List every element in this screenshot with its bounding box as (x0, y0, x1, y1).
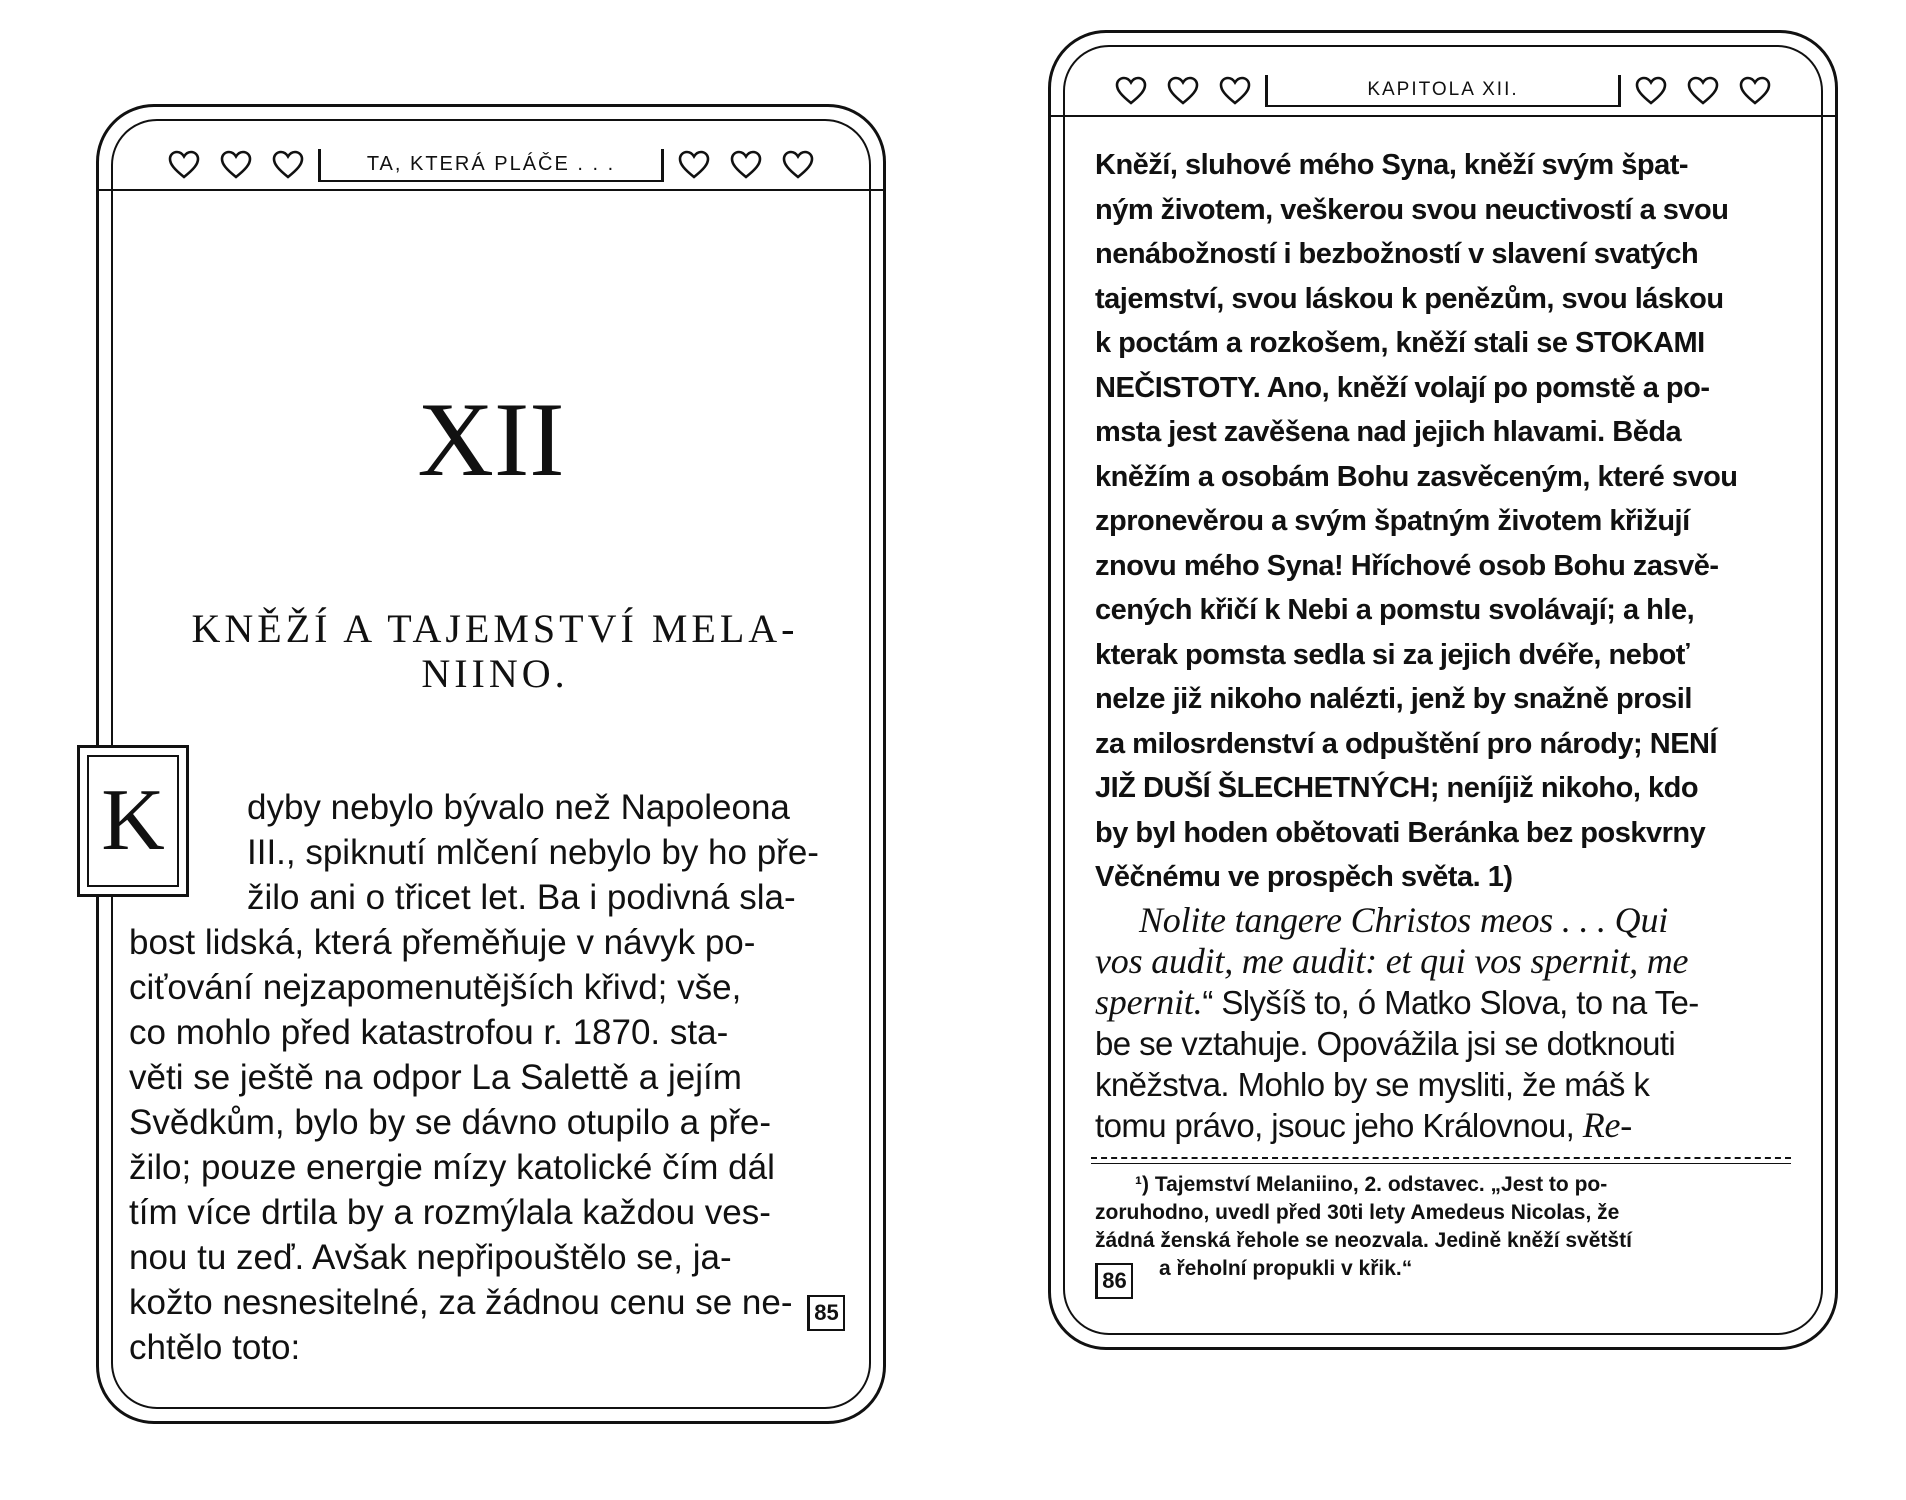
text-line: ciťování nejzapomenutějších křivd; vše, (129, 968, 742, 1007)
heart-icon (1635, 76, 1667, 106)
text-line: k poctám a rozkošem, kněží stali se STOKAMI (1095, 327, 1705, 359)
text-line: co mohlo před katastrofou r. 1870. sta- (129, 1013, 729, 1052)
footnote-rule-2 (1091, 1163, 1791, 1164)
page-left (96, 104, 886, 1424)
text-line (1095, 1105, 1795, 1146)
chapter-title (143, 607, 847, 697)
footnote-marker: 1) (1487, 861, 1513, 893)
heart-icon (1167, 76, 1199, 106)
text-line-content: Věčnému ve prospěch světa. (1095, 861, 1481, 893)
running-header-right (1051, 61, 1835, 121)
text-line: nelze již nikoho nalézti, jenž by snažně prosil (1095, 683, 1692, 715)
text-line: žilo ani o třicet let. Ba i podivná sla- (247, 878, 796, 917)
footnote-line: a řeholní propukli v křik.“ (1159, 1257, 1413, 1280)
text-line: žilo; pouze energie mízy katolické čím dál (129, 1148, 775, 1187)
text-line: by byl hoden obětovati Beránka bez poskvrny (1095, 816, 1706, 849)
text-line: tím více drtila by a rozmýlala každou ves- (129, 1193, 771, 1232)
running-header-left (99, 135, 883, 195)
heart-icon (782, 150, 814, 180)
text-line: tajemství, svou láskou k penězům, svou láskou (1095, 282, 1724, 315)
text-line: zpronevěrou a svým špatným životem křižují (1095, 505, 1690, 537)
chapter-title-line: KNĚŽÍ A TAJEMSTVÍ MELA- (191, 606, 799, 651)
heart-icon (168, 150, 200, 180)
running-title-left: TA, KTERÁ PLÁČE . . . (318, 149, 664, 182)
footnote (1095, 1171, 1795, 1283)
footnote-line: ¹) Tajemství Melaniino, 2. odstavec. „Jest to po- (1135, 1173, 1608, 1196)
text-line: kterak pomsta sedla si za jejich dvéře, neboť (1095, 638, 1690, 671)
text-line: NEČISTOTY. Ano, kněží volají po pomstě a po- (1095, 371, 1710, 404)
page-right (1048, 30, 1838, 1350)
text-line: znovu mého Syna! Hříchové osob Bohu zasvě- (1095, 549, 1719, 582)
heart-icon (272, 150, 304, 180)
text-line-content: “ Slyšíš to, ó Matko Slova, to na Te- (1202, 983, 1699, 1021)
heart-icon (1687, 76, 1719, 106)
text-line: III., spiknutí mlčení nebylo by ho pře- (247, 833, 819, 872)
plain-paragraph (1095, 900, 1795, 1146)
text-line: bost lidská, která přeměňuje v návyk po- (129, 923, 756, 962)
text-line: Svědkům, bylo by se dávno otupilo a pře- (129, 1103, 772, 1142)
heart-ornaments-right (1115, 76, 1251, 106)
text-line: JIŽ DUŠÍ ŠLECHETNÝCH; neníjiž nikoho, kdo (1095, 772, 1699, 804)
italic-word: Re- (1582, 1104, 1633, 1145)
body-text-right (1095, 143, 1795, 1146)
text-line: kněžstva. Mohlo by se mysliti, že máš k (1095, 1065, 1650, 1103)
italic-latin: Nolite tangere Christos meos . . . Qui (1139, 899, 1669, 940)
heart-icon (1739, 76, 1771, 106)
heart-icon (1115, 76, 1147, 106)
heart-icon (220, 150, 252, 180)
text-line: msta jest zavěšena nad jejich hlavami. Běda (1095, 416, 1682, 448)
text-line: nou tu zeď. Avšak nepřipouštělo se, ja- (129, 1238, 732, 1277)
drop-cap-letter: K (101, 772, 165, 869)
text-line (1095, 941, 1795, 982)
chapter-title-line: NIINO. (421, 650, 569, 696)
text-line: dyby nebylo bývalo než Napoleona (247, 788, 790, 827)
heart-icon (678, 150, 710, 180)
text-line: za milosrdenství a odpuštění pro národy; NENÍ (1095, 727, 1718, 760)
header-rule-left (99, 189, 883, 191)
text-line: kožto nesnesitelné, za žádnou cenu se ne- (129, 1283, 793, 1322)
text-line: nenábožností i bezbožností v slavení svatých (1095, 238, 1699, 270)
text-line: cených křičí k Nebi a pomstu svolávají; a hle, (1095, 594, 1695, 626)
text-line-content: tomu právo, jsouc jeho Královnou, (1095, 1106, 1575, 1144)
page-number-right: 86 (1095, 1263, 1133, 1299)
text-line (1095, 982, 1795, 1023)
heart-ornaments-left (168, 150, 304, 180)
heart-ornaments-left-2 (678, 150, 814, 180)
text-line: Kněží, sluhové mého Syna, kněží svým špat- (1095, 149, 1689, 181)
text-line: be se vztahuje. Opovážila jsi se dotknouti (1095, 1024, 1676, 1062)
text-line (1095, 900, 1795, 941)
italic-latin: vos audit, me audit: et qui vos spernit, me (1095, 940, 1689, 981)
heart-icon (1219, 76, 1251, 106)
text-line: kněžím a osobám Bohu zasvěceným, které svou (1095, 460, 1738, 493)
footnote-rule (1091, 1157, 1791, 1159)
page-number-left: 85 (807, 1295, 845, 1331)
bold-quote (1095, 143, 1795, 900)
text-line: ným životem, veškerou svou neuctivostí a svou (1095, 193, 1729, 226)
footnote-line: žádná ženská řehole se neozvala. Jedině kněží světští (1095, 1229, 1632, 1252)
body-text-left (129, 785, 847, 1370)
heart-ornaments-right-2 (1635, 76, 1771, 106)
footnote-line: zoruhodno, uvedl před 30ti lety Amedeus Nicolas, že (1095, 1201, 1620, 1224)
chapter-number: XII (417, 381, 565, 498)
text-line: chtělo toto: (129, 1328, 301, 1367)
running-title-right: KAPITOLA XII. (1265, 75, 1621, 107)
italic-latin: spernit. (1095, 981, 1203, 1022)
text-line: věti se ještě na odpor La Salettě a jejím (129, 1058, 742, 1097)
heart-icon (730, 150, 762, 180)
header-rule-right (1051, 115, 1835, 117)
text-line (1095, 855, 1795, 900)
